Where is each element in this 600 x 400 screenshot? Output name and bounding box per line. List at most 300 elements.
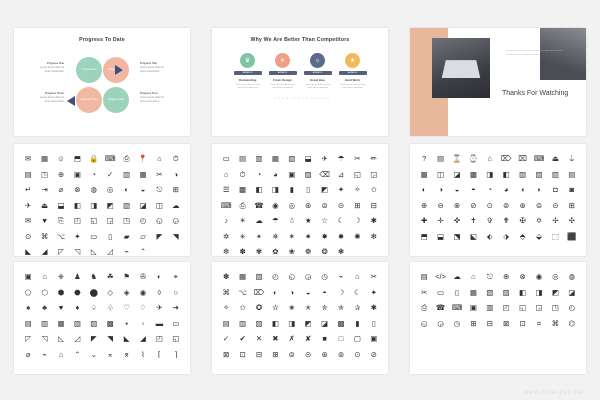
icon-glyph[interactable]: ◧ [502,169,510,179]
icon-glyph[interactable]: ◢ [41,247,48,256]
icon-glyph[interactable]: ▦ [57,318,65,328]
icon-glyph[interactable]: ⌘ [40,231,49,241]
icon-glyph[interactable]: ⎋ [156,185,163,194]
icon-glyph[interactable]: ✪ [255,303,263,312]
icon-glyph[interactable]: ✂ [354,154,361,163]
icon-glyph[interactable]: ♢ [139,303,147,312]
icon-glyph[interactable]: ◊ [157,287,162,297]
icon-glyph[interactable]: ⊙ [354,349,361,359]
icon-glyph[interactable]: </> [435,272,447,281]
icon-glyph[interactable]: ⊝ [552,200,559,210]
icon-glyph[interactable]: ✂ [156,169,163,179]
icon-glyph[interactable]: ⏱ [172,154,179,163]
icon-glyph[interactable]: ◑ [173,169,179,179]
icon-glyph[interactable]: 📍 [138,154,148,163]
icon-glyph[interactable]: ◿ [74,334,81,343]
icon-glyph[interactable]: ▤ [420,272,428,281]
icon-glyph[interactable]: ◷ [453,318,461,328]
icon-glyph[interactable]: ✣ [568,216,575,225]
icon-glyph[interactable]: ⊜ [321,200,328,210]
icon-glyph[interactable]: ⌁ [42,349,47,359]
icon-glyph[interactable]: ◺ [90,247,97,256]
icon-glyph[interactable]: ◨ [90,200,98,210]
icon-sheet-6[interactable] [410,262,586,374]
icon-glyph[interactable]: ▰ [123,231,130,241]
icon-glyph[interactable]: ◹ [41,334,48,343]
icon-glyph[interactable]: ☂ [272,216,279,225]
icon-glyph[interactable]: ◈ [123,287,130,297]
icon-glyph[interactable]: □ [338,334,344,343]
icon-glyph[interactable]: ✦ [370,287,377,297]
icon-glyph[interactable]: ◧ [271,318,279,328]
icon-glyph[interactable]: ⬚ [551,231,559,241]
icon-glyph[interactable]: ◩ [551,287,559,297]
icon-glyph[interactable]: ▧ [486,287,494,297]
icon-glyph[interactable]: ⬕ [469,231,477,241]
icon-glyph[interactable]: ▥ [486,303,494,312]
icon-glyph[interactable]: ⌄ [90,349,97,359]
icon-glyph[interactable]: ✟ [503,216,510,225]
icon-glyph[interactable]: ⌃ [74,349,81,359]
icon-glyph[interactable]: ◔ [91,169,97,179]
icon-glyph[interactable]: ▥ [239,318,247,328]
icon-glyph[interactable]: ♟ [74,272,81,281]
comparison-column-1[interactable] [234,53,262,91]
icon-glyph[interactable]: ✫ [272,303,279,312]
icon-glyph[interactable]: ⌨ [220,200,232,210]
icon-glyph[interactable]: ♥ [42,216,47,225]
icon-glyph[interactable]: ▧ [519,169,527,179]
icon-glyph[interactable]: ◓ [322,287,327,297]
icon-glyph[interactable]: ◨ [271,185,279,194]
icon-glyph[interactable]: ⊙ [486,200,493,210]
icon-glyph[interactable]: ◺ [58,334,64,343]
icon-glyph[interactable]: ◥ [107,334,114,343]
icon-glyph[interactable]: ◲ [535,303,543,312]
icon-glyph[interactable]: ◸ [58,247,64,256]
icon-glyph[interactable]: ◵ [156,216,163,225]
icon-glyph[interactable]: ▨ [535,169,543,179]
icon-glyph[interactable]: ▩ [106,318,114,328]
icon-glyph[interactable]: ▢ [353,334,361,343]
icon-glyph[interactable]: ⌘ [222,287,230,297]
icon-glyph[interactable]: ◶ [304,272,312,281]
icon-glyph[interactable]: ▯ [108,231,113,241]
icon-glyph[interactable]: ⬔ [453,231,461,241]
icon-glyph[interactable]: ⬒ [420,231,428,241]
icon-glyph[interactable]: ➔ [172,303,179,312]
icon-glyph[interactable]: ☾ [337,216,345,225]
icon-glyph[interactable]: ▱ [140,231,146,241]
icon-glyph[interactable]: ⚑ [123,272,130,281]
icon-glyph[interactable]: ▭ [437,287,445,297]
icon-glyph[interactable]: ◫ [155,200,163,210]
icon-glyph[interactable]: ⊗ [519,272,526,281]
icon-glyph[interactable]: ▦ [469,287,477,297]
icon-glyph[interactable]: ⬘ [519,231,526,241]
icon-glyph[interactable]: ✈ [156,303,163,312]
icon-glyph[interactable]: ✱ [370,216,377,225]
icon-glyph[interactable]: ◗ [536,185,542,194]
icon-glyph[interactable]: ⬢ [57,287,65,297]
icon-glyph[interactable]: ◧ [255,185,263,194]
icon-glyph[interactable]: ✩ [239,303,246,312]
icon-glyph[interactable]: ◎ [106,185,114,194]
icon-glyph[interactable]: ☰ [222,185,230,194]
icon-glyph[interactable]: ⊟ [370,200,377,210]
icon-glyph[interactable]: ☃ [288,216,296,225]
icon-glyph[interactable]: ◎ [552,272,559,281]
icon-glyph[interactable]: ♣ [42,303,48,312]
icon-glyph[interactable]: ✦ [74,231,81,241]
icon-glyph[interactable]: ◘ [553,185,558,194]
icon-glyph[interactable]: ◰ [502,303,510,312]
comparison-column-4[interactable] [339,53,367,91]
icon-glyph[interactable]: ⌂ [42,272,47,281]
icon-glyph[interactable]: ⌬ [568,318,576,328]
icon-glyph[interactable]: ★ [304,216,312,225]
icon-glyph[interactable]: ⌂ [471,272,476,281]
icon-glyph[interactable]: ⊗ [453,200,461,210]
icon-glyph[interactable]: ⊡ [239,349,246,359]
icon-glyph[interactable]: ◳ [551,303,559,312]
icon-glyph[interactable]: ⊘ [470,200,477,210]
icon-glyph[interactable]: ◣ [25,247,32,256]
icon-glyph[interactable]: ▤ [568,169,576,179]
icon-glyph[interactable]: ◥ [172,231,179,241]
icon-glyph[interactable]: ▧ [73,318,81,328]
icon-glyph[interactable]: ▤ [437,154,445,163]
icon-glyph[interactable]: ⊟ [486,318,493,328]
icon-glyph[interactable]: ◵ [420,318,428,328]
icon-glyph[interactable]: ◪ [568,287,576,297]
icon-glyph[interactable]: ⊛ [321,349,328,359]
icon-glyph[interactable]: ⬓ [304,154,312,163]
icon-glyph[interactable]: ◉ [535,272,543,281]
icon-glyph[interactable]: ✛ [437,216,444,225]
icon-glyph[interactable]: ◵ [288,272,296,281]
icon-glyph[interactable]: ⌥ [238,287,247,297]
icon-glyph[interactable]: ✷ [305,231,312,241]
icon-glyph[interactable]: ✹ [337,231,345,241]
icon-glyph[interactable]: ⊘ [370,349,377,359]
icon-glyph[interactable]: ⌥ [56,231,66,241]
icon-glyph[interactable]: ◉ [139,287,147,297]
icon-glyph[interactable]: ▥ [551,169,559,179]
icon-glyph[interactable]: ✼ [223,247,230,256]
icon-glyph[interactable]: ◉ [272,200,279,210]
icon-glyph[interactable]: ◐ [421,185,427,194]
icon-glyph[interactable]: ⊞ [354,200,361,210]
icon-sheet-3[interactable] [410,144,586,256]
icon-glyph[interactable]: ♡ [123,303,130,312]
icon-glyph[interactable]: ⊕ [57,169,65,179]
icon-glyph[interactable]: ✞ [486,216,493,225]
icon-glyph[interactable]: ⬓ [57,200,65,210]
icon-glyph[interactable]: ♦ [75,303,80,312]
icon-glyph[interactable]: ❃ [337,247,345,256]
comparison-column-3[interactable] [304,53,332,91]
icon-glyph[interactable]: ◤ [156,231,163,241]
icon-glyph[interactable]: ✽ [223,272,230,281]
icon-glyph[interactable]: ▥ [123,169,131,179]
icon-glyph[interactable]: ▨ [304,169,312,179]
icon-glyph[interactable]: ⊜ [288,349,295,359]
icon-glyph[interactable]: ✲ [223,231,230,241]
icon-glyph[interactable]: ⌫ [319,169,330,179]
icon-glyph[interactable]: ⌂ [58,349,64,359]
icon-glyph[interactable]: ✉ [25,216,32,225]
icon-glyph[interactable]: ⌂ [487,154,493,163]
icon-glyph[interactable]: ❁ [305,247,312,256]
icon-glyph[interactable]: ○ [173,287,179,297]
icon-glyph[interactable]: ◱ [353,169,361,179]
icon-glyph[interactable]: ▯ [454,287,460,297]
icon-glyph[interactable]: ◿ [107,247,114,256]
icon-glyph[interactable]: ❀ [288,247,295,256]
icon-glyph[interactable]: ☁ [172,200,180,210]
icon-glyph[interactable]: ⌚ [468,154,479,163]
icon-glyph[interactable]: ✺ [354,231,361,241]
icon-glyph[interactable]: ◒ [305,287,311,297]
icon-glyph[interactable]: ◓ [471,185,476,194]
icon-glyph[interactable]: ⌇ [141,349,145,359]
icon-glyph[interactable]: ◧ [519,287,527,297]
icon-glyph[interactable]: ♠ [26,303,31,312]
icon-glyph[interactable]: ✶ [288,231,295,241]
icon-glyph[interactable]: ◰ [73,216,81,225]
icon-glyph[interactable]: ▣ [370,334,378,343]
icon-glyph[interactable]: ◨ [535,287,543,297]
icon-glyph[interactable]: ✡ [535,216,543,225]
icon-glyph[interactable]: ▦ [139,169,147,179]
icon-glyph[interactable]: ⬒ [73,154,81,163]
icon-glyph[interactable]: ⊖ [437,200,444,210]
icon-glyph[interactable]: ✭ [305,303,312,312]
icon-glyph[interactable]: ◶ [172,216,180,225]
icon-glyph[interactable]: ▯ [306,185,311,194]
icon-glyph[interactable]: ☀ [239,216,246,225]
icon-glyph[interactable]: ✔ [239,334,246,343]
icon-glyph[interactable]: ✠ [519,216,526,225]
comparison-column-2[interactable] [269,53,297,91]
icon-glyph[interactable]: ✈ [25,200,32,210]
icon-glyph[interactable]: ◰ [155,334,163,343]
icon-glyph[interactable]: ▧ [255,272,263,281]
icon-glyph[interactable]: ◧ [73,200,81,210]
icon-glyph[interactable]: ☎ [254,200,264,210]
icon-glyph[interactable]: ◪ [321,318,329,328]
icon-glyph[interactable]: ▦ [239,272,247,281]
icon-glyph[interactable]: ◹ [74,247,81,256]
icon-glyph[interactable]: ⎙ [123,154,130,163]
icon-glyph[interactable]: ✇ [139,272,147,281]
icon-glyph[interactable]: ◐ [273,287,278,297]
icon-glyph[interactable]: ◳ [41,169,49,179]
icon-glyph[interactable]: ⬡ [41,287,48,297]
icon-glyph[interactable]: ⊛ [519,200,526,210]
icon-glyph[interactable]: ⌦ [500,154,512,163]
icon-glyph[interactable]: ✖ [272,334,279,343]
icon-glyph[interactable]: ◱ [90,216,98,225]
icon-glyph[interactable]: ◴ [568,303,576,312]
icon-glyph[interactable]: ⬛ [567,231,577,241]
icon-glyph[interactable]: ⊡ [519,318,526,328]
icon-glyph[interactable]: ▣ [73,169,81,179]
icon-glyph[interactable]: ↵ [25,185,32,194]
icon-glyph[interactable]: ✧ [354,185,361,194]
icon-glyph[interactable]: ♧ [106,303,114,312]
icon-glyph[interactable]: ✘ [305,334,312,343]
icon-glyph[interactable]: ✓ [107,169,114,179]
icon-glyph[interactable]: ◶ [437,318,444,328]
icon-glyph[interactable]: ◨ [486,169,494,179]
icon-glyph[interactable]: ◒ [454,185,460,194]
progress-bubble-1[interactable] [76,57,102,83]
slide-progress-to-date[interactable] [14,28,190,136]
icon-glyph[interactable]: ✳ [239,231,246,241]
icon-glyph[interactable]: ? [422,154,427,163]
icon-glyph[interactable]: ▧ [123,200,131,210]
icon-glyph[interactable]: ◕ [503,185,509,194]
icon-glyph[interactable]: ⌖ [173,272,178,281]
icon-glyph[interactable]: ▮ [355,318,360,328]
icon-glyph[interactable]: ☽ [337,287,345,297]
icon-glyph[interactable]: ◪ [453,169,461,179]
icon-glyph[interactable]: ☘ [106,272,114,281]
icon-glyph[interactable]: ▭ [90,231,98,241]
icon-glyph[interactable]: ◇ [107,287,114,297]
icon-glyph[interactable]: ◫ [437,169,445,179]
icon-glyph[interactable]: ☂ [337,154,345,163]
icon-glyph[interactable]: ▭ [172,318,180,328]
icon-glyph[interactable]: ⊠ [223,349,230,359]
icon-glyph[interactable]: ◐ [157,272,162,281]
icon-glyph[interactable]: ⊕ [503,272,510,281]
icon-glyph[interactable]: ▯ [371,318,376,328]
icon-glyph[interactable]: ⎙ [421,303,428,312]
icon-glyph[interactable]: ⌂ [355,272,360,281]
icon-glyph[interactable]: ☺ [57,154,65,163]
icon-glyph[interactable]: ◩ [321,185,329,194]
icon-glyph[interactable]: ⌨ [451,303,463,312]
icon-glyph[interactable]: ⊠ [503,318,510,328]
icon-glyph[interactable]: ✿ [272,247,279,256]
icon-glyph[interactable]: ⬣ [74,287,81,297]
icon-glyph[interactable]: ◳ [123,216,131,225]
icon-glyph[interactable]: ⎘ [57,216,64,225]
icon-glyph[interactable]: ✯ [337,303,345,312]
icon-glyph[interactable]: ⊛ [305,200,312,210]
slide-why-we-are-better[interactable] [212,28,388,136]
icon-glyph[interactable]: ♞ [90,272,98,281]
icon-glyph[interactable]: ◱ [172,334,180,343]
icon-glyph[interactable]: ◩ [304,318,312,328]
icon-glyph[interactable]: ⬤ [89,287,98,297]
icon-glyph[interactable]: ☆ [321,216,328,225]
icon-sheet-4[interactable] [14,262,190,374]
icon-glyph[interactable]: ▩ [239,185,247,194]
icon-glyph[interactable]: ⏚ [568,154,576,163]
icon-sheet-1[interactable] [14,144,190,256]
icon-glyph[interactable]: ◒ [140,185,146,194]
icon-glyph[interactable]: ⊝ [337,200,345,210]
icon-glyph[interactable]: ◴ [139,216,147,225]
icon-glyph[interactable]: ✂ [421,287,428,297]
icon-glyph[interactable]: ❂ [321,247,328,256]
icon-glyph[interactable]: ⌧ [518,154,527,163]
icon-glyph[interactable]: ☎ [435,303,446,312]
progress-bubble-4[interactable] [103,87,129,113]
icon-glyph[interactable]: ⊟ [255,349,263,359]
icon-glyph[interactable]: ⬗ [503,231,510,241]
icon-glyph[interactable]: ✰ [354,303,361,312]
icon-glyph[interactable]: ▤ [239,154,247,163]
icon-glyph[interactable]: ⌀ [25,349,31,359]
icon-glyph[interactable]: ⬠ [24,287,32,297]
icon-glyph[interactable]: ⬖ [486,231,493,241]
icon-glyph[interactable]: ▦ [420,169,428,179]
icon-glyph[interactable]: ✩ [370,185,377,194]
icon-glyph[interactable]: ⊚ [337,349,345,359]
icon-glyph[interactable]: ⊗ [74,185,81,194]
icon-glyph[interactable]: ✚ [421,216,428,225]
icon-glyph[interactable]: ◨ [288,318,296,328]
icon-glyph[interactable]: ▮ [289,185,294,194]
icon-glyph[interactable]: ⊞ [470,318,477,328]
icon-glyph[interactable]: ⬓ [437,231,445,241]
icon-glyph[interactable]: ⌉ [174,349,178,359]
icon-glyph[interactable]: ✸ [321,231,328,241]
icon-glyph[interactable]: ⌨ [104,154,116,163]
icon-glyph[interactable]: ◑ [289,287,295,297]
icon-glyph[interactable]: ✓ [223,334,230,343]
icon-glyph[interactable]: ◖ [520,185,525,194]
icon-glyph[interactable]: ✉ [25,154,32,163]
icon-glyph[interactable]: ✴ [255,231,263,241]
icon-glyph[interactable]: ⊞ [568,200,575,210]
icon-glyph[interactable]: ⌁ [124,247,129,256]
icon-glyph[interactable]: ⎋ [486,272,493,281]
icon-glyph[interactable]: ✈ [321,154,328,163]
slide-thanks-for-watching[interactable] [410,28,586,136]
icon-glyph[interactable]: ▫ [141,318,145,328]
icon-glyph[interactable]: ▧ [288,154,296,163]
icon-glyph[interactable]: ☾ [354,287,361,297]
icon-glyph[interactable]: ▥ [255,154,263,163]
icon-glyph[interactable]: ⌦ [253,287,265,297]
icon-glyph[interactable]: ✝ [470,216,477,225]
icon-glyph[interactable]: ◴ [272,272,279,281]
icon-glyph[interactable]: ⌘ [551,318,560,328]
icon-glyph[interactable]: ▣ [469,303,477,312]
icon-glyph[interactable]: ▨ [90,318,98,328]
icon-glyph[interactable]: ⌈ [157,349,161,359]
icon-glyph[interactable]: ⌂ [223,169,229,179]
icon-glyph[interactable]: ◍ [568,272,576,281]
icon-glyph[interactable]: ◤ [90,334,97,343]
icon-glyph[interactable]: ✏ [370,154,377,163]
icon-glyph[interactable]: ♥ [58,303,64,312]
progress-bubble-3[interactable] [76,87,102,113]
icon-glyph[interactable]: ⌂ [157,154,162,163]
icon-glyph[interactable]: ▤ [24,169,32,179]
icon-glyph[interactable]: ◙ [569,185,575,194]
icon-glyph[interactable]: ◕ [273,169,278,179]
icon-glyph[interactable]: ◲ [370,169,378,179]
icon-glyph[interactable]: ☁ [255,216,263,225]
icon-glyph[interactable]: ✧ [223,303,230,312]
